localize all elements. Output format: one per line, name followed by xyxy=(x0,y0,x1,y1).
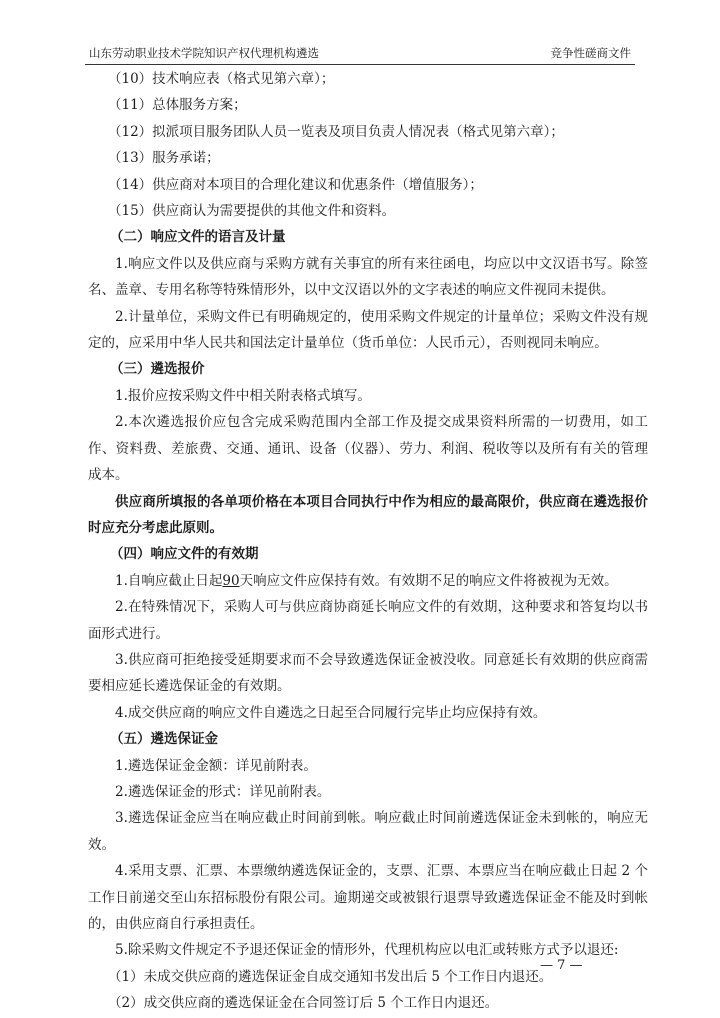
list-item: （11）总体服务方案； xyxy=(108,97,247,114)
paragraph: 4.采用支票、汇票、本票缴纳遴选保证金的，支票、汇票、本票应当在响应截止日起 2 个工作日前递交至山东招标股份有限公司。逾期递交或被银行退票导致遴选保证金不能及时到帐的，由供应商自行承担责任。 xyxy=(88,863,648,932)
list-item: （1）未成交供应商的遴选保证金自成交通知书发出后 5 个工作日内退还。 xyxy=(108,968,553,985)
text-span: 1.自响应截止日起 xyxy=(115,572,223,589)
paragraph: 3.供应商可拒绝接受延期要求而不会导致遴选保证金被没收。同意延长有效期的供应商需要相应延长遴选保证金的有效期。 xyxy=(88,651,648,695)
list-item: （15）供应商认为需要提供的其他文件和资料。 xyxy=(108,203,396,220)
header-doc-type: 竞争性磋商文件 xyxy=(550,46,631,60)
paragraph: 1.遴选保证金金额：详见前附表。 xyxy=(115,757,317,774)
bold-paragraph: 供应商所填报的各单项价格在本项目合同执行中作为相应的最高限价，供应商在遴选报价时应充分考虑此原则。 xyxy=(88,493,648,536)
paragraph: 2.本次遴选报价应包含完成采购范围内全部工作及提交成果资料所需的一切费用，如工作、资料费、差旅费、交通、通讯、设备（仪器）、劳力、利润、税收等以及所有有关的管理成本。 xyxy=(88,414,648,484)
section-heading-quotation: （三）遴选报价 xyxy=(110,361,205,378)
header-doc-title: 山东劳动职业技术学院知识产权代理机构遴选 xyxy=(89,46,319,60)
list-item: （2）成交供应商的遴选保证金在合同签订后 5 个工作日内退还。 xyxy=(108,995,499,1012)
list-item: （13）服务承诺； xyxy=(108,150,220,167)
section-heading-language: （二）响应文件的语言及计量 xyxy=(110,229,286,246)
text-span: 天响应文件应保持有效。有效期不足的响应文件将被视为无效。 xyxy=(239,572,618,589)
paragraph: 1.报价应按采购文件中相关附表格式填写。 xyxy=(115,387,371,404)
paragraph: 2.遴选保证金的形式：详见前附表。 xyxy=(115,783,331,800)
page-header xyxy=(85,44,635,65)
list-item: （12）拟派项目服务团队人员一览表及项目负责人情况表（格式见第六章）； xyxy=(108,123,564,140)
page-number: — 7 — xyxy=(540,958,583,973)
validity-days: 90 xyxy=(222,572,240,589)
paragraph: 4.成交供应商的响应文件自遴选之日起至合同履行完毕止均应保持有效。 xyxy=(115,704,547,721)
paragraph-validity-days xyxy=(88,568,648,594)
paragraph: 5.除采购文件规定不予退还保证金的情形外，代理机构应以电汇或转账方式予以退还: xyxy=(115,942,619,959)
paragraph: 2.计量单位，采购文件已有明确规定的，使用采购文件规定的计量单位；采购文件没有规定的，应采用中华人民共和国法定计量单位（货币单位：人民币元），否则视同未响应。 xyxy=(88,308,648,352)
document-body xyxy=(88,66,648,1017)
paragraph: 3.遴选保证金应当在响应截止时间前到帐。响应截止时间前遴选保证金未到帐的，响应无效。 xyxy=(88,810,648,853)
list-item: （14）供应商对本项目的合理化建议和优惠条件（增值服务）； xyxy=(108,176,483,193)
paragraph: 1.响应文件以及供应商与采购方就有关事宜的所有来往函电，均应以中文汉语书写。除签名、盖章、专用名称等特殊情形外，以中文汉语以外的文字表述的响应文件视同未提供。 xyxy=(88,255,648,299)
section-heading-validity: （四）响应文件的有效期 xyxy=(110,546,259,563)
section-heading-deposit: （五）遴选保证金 xyxy=(110,731,218,748)
paragraph: 2.在特殊情况下，采购人可与供应商协商延长响应文件的有效期，这种要求和答复均以书面形式进行。 xyxy=(88,599,648,642)
list-item: （10）技术响应表（格式见第六章）； xyxy=(108,71,335,87)
